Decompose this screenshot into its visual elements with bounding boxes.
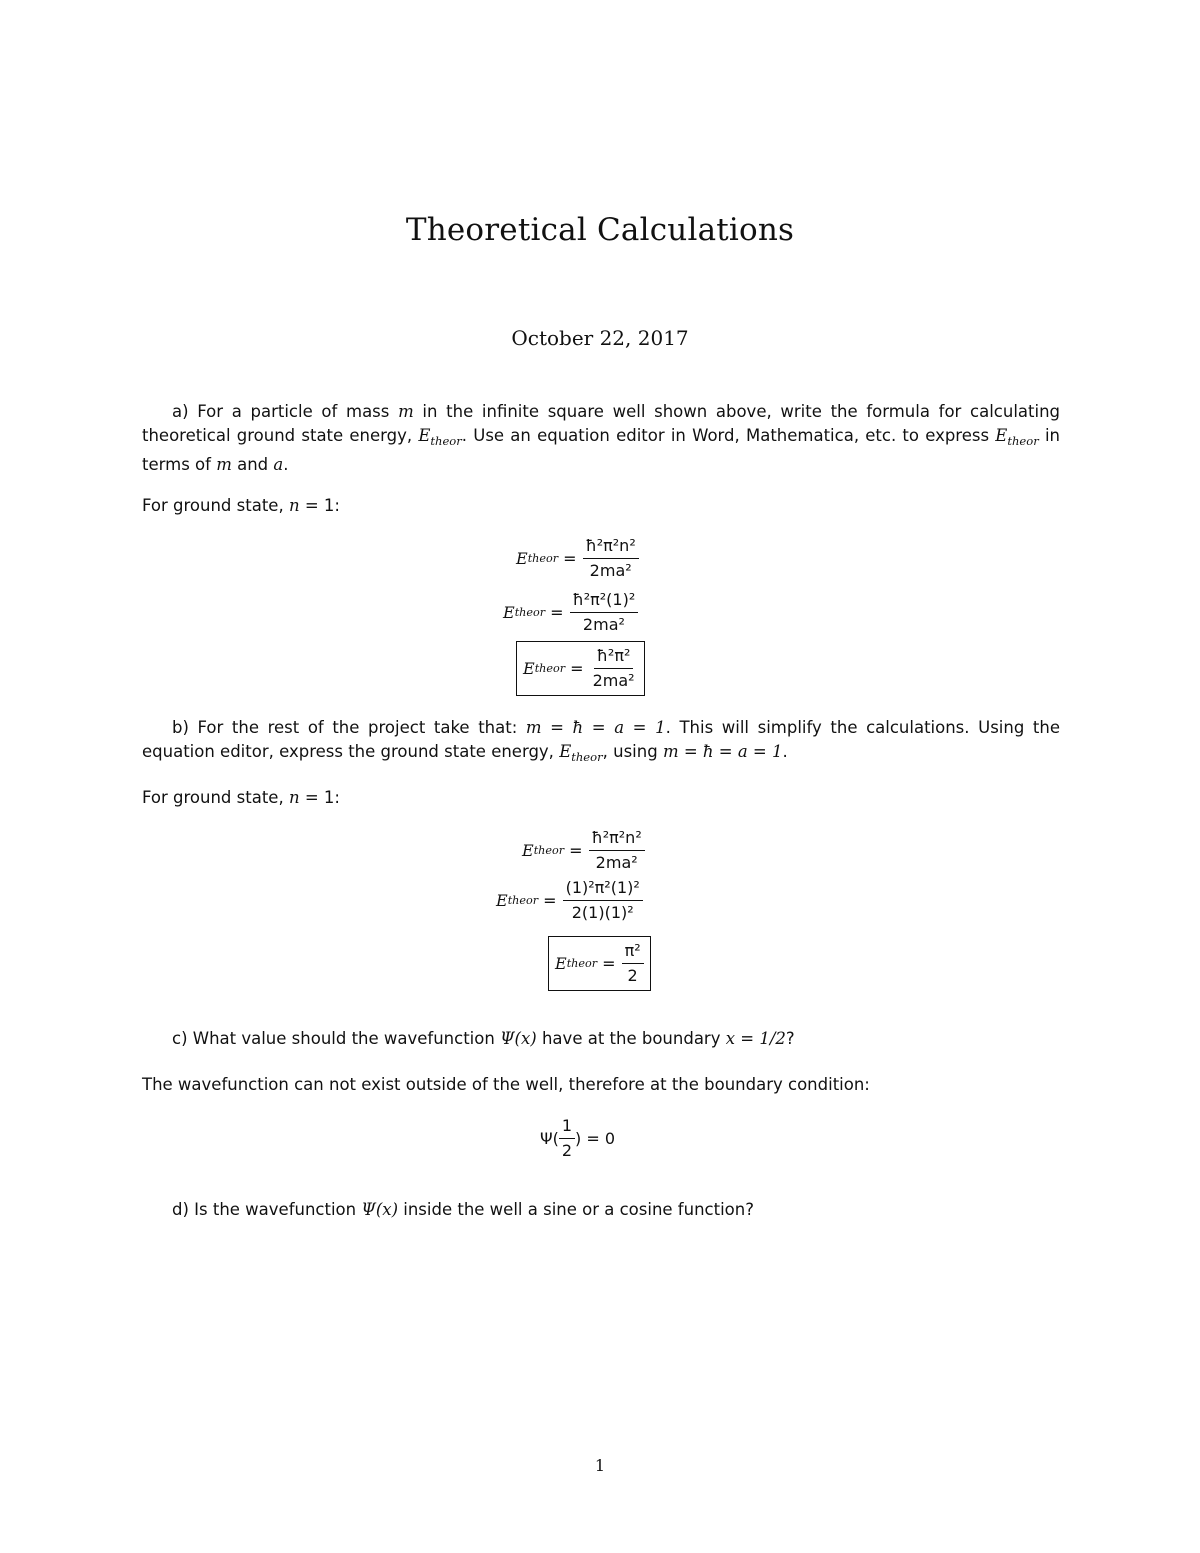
part-d-question	[172, 1198, 754, 1222]
subscript-theor: theor	[1007, 434, 1039, 448]
subscript-theor: theor	[534, 662, 566, 675]
condition: m = ħ = a = 1	[662, 742, 783, 761]
symbol-e: E	[522, 841, 534, 860]
part-b-text-1: b) For the rest of the project take that:	[172, 718, 526, 737]
part-c-equation	[540, 1116, 615, 1161]
part-d-text-2: inside the well a sine or a cosine function?	[398, 1200, 754, 1219]
symbol-e: E	[559, 742, 572, 761]
ground-state-label: For ground state,	[142, 496, 289, 515]
psi-x: Ψ(x)	[500, 1029, 537, 1048]
fraction	[583, 536, 639, 581]
part-a-boxed-result: E theor = $\frac{\text{ħ²π²}}{\text{2ma²}}$	[516, 641, 645, 696]
part-c-question	[172, 1027, 795, 1051]
subscript-theor: theor	[514, 606, 546, 619]
eq-right: ) = 0	[575, 1129, 616, 1148]
condition: m = ħ = a = 1	[525, 718, 666, 737]
denominator: 2(1)(1)²	[571, 903, 634, 922]
subscript-theor: theor	[571, 750, 603, 764]
symbol-m: m	[216, 455, 232, 474]
ground-state-value: = 1:	[299, 788, 340, 807]
part-b-boxed-result: E theor = $\frac{\text{π²}}{2}$	[548, 936, 651, 991]
numerator: ħ²π²n²	[589, 828, 645, 851]
part-c-answer: The wavefunction can not exist outside of the well, therefore at the boundary condition:	[142, 1075, 870, 1094]
part-a-equation-1: E theor = $\frac{\text{ħ²π²n²}}{\text{2ma²}}$	[516, 536, 639, 581]
part-a-text-2: in the infinite square well shown above, write the formula for calculating theoretical ground state energy,	[142, 402, 1060, 445]
denominator: 2	[561, 1141, 573, 1160]
symbol-e: E	[496, 891, 508, 910]
symbol-e: E	[523, 659, 535, 678]
numerator: ħ²π²	[594, 646, 634, 669]
fraction	[589, 828, 645, 873]
document-date: October 22, 2017	[511, 326, 689, 350]
part-a-text-6: .	[283, 455, 289, 474]
part-a-text-1: a) For a particle of mass	[172, 402, 399, 421]
numerator: π²	[622, 941, 644, 964]
numerator: (1)²π²(1)²	[563, 878, 643, 901]
denominator: 2ma²	[595, 853, 638, 872]
subscript-theor: theor	[507, 894, 539, 907]
part-b-text-4: .	[782, 742, 788, 761]
part-a-text-4: in terms of	[142, 426, 1060, 474]
part-a-text-3: . Use an equation editor in Word, Mathematica, etc. to express	[461, 426, 996, 445]
part-c-text-1: c) What value should the wavefunction	[172, 1029, 501, 1048]
part-b-equation-2: E theor = $\frac{\text{(1)²π²(1)²}}{\text{2(1)(1)²}}$	[496, 878, 643, 923]
ground-state-label: For ground state,	[142, 788, 289, 807]
document-title: Theoretical Calculations	[405, 212, 795, 248]
boundary-value: x = 1/2	[725, 1029, 786, 1048]
symbol-n: n	[288, 788, 300, 807]
fraction	[622, 941, 644, 986]
part-a-equation-2: E theor = $\frac{\text{ħ²π²(1)²}}{\text{2ma²}}$	[503, 590, 638, 635]
part-b-text-2: . This will simplify the calculations. Using the equation editor, express the ground state energy,	[142, 718, 1060, 761]
numerator: ħ²π²(1)²	[570, 590, 639, 613]
part-a-text-5: and	[231, 455, 274, 474]
part-d-text-1: d) Is the wavefunction	[172, 1200, 362, 1219]
page-number: 1	[594, 1456, 606, 1475]
part-c-text-3: ?	[785, 1029, 795, 1048]
subscript-theor: theor	[566, 957, 598, 970]
part-a-ground-state-line	[142, 494, 340, 518]
ground-state-value: = 1:	[299, 496, 340, 515]
symbol-e: E	[555, 954, 567, 973]
fraction	[570, 590, 639, 635]
denominator: 2ma²	[582, 615, 625, 634]
subscript-theor: theor	[527, 552, 559, 565]
symbol-a: a	[273, 455, 284, 474]
symbol-e: E	[995, 426, 1008, 445]
subscript-theor: theor	[533, 844, 565, 857]
part-b-ground-state-line	[142, 786, 340, 810]
part-b-equation-1: E theor = $\frac{\text{ħ²π²n²}}{\text{2ma²}}$	[522, 828, 645, 873]
fraction	[563, 878, 643, 923]
symbol-m: m	[398, 402, 414, 421]
symbol-n: n	[288, 496, 300, 515]
denominator: 2ma²	[589, 561, 632, 580]
part-c-text-2: have at the boundary	[536, 1029, 726, 1048]
part-b-question	[142, 716, 1060, 769]
part-a-question	[142, 400, 1060, 477]
fraction	[590, 646, 638, 691]
psi-x: Ψ(x)	[361, 1200, 399, 1219]
symbol-e: E	[516, 549, 528, 568]
symbol-e: E	[503, 603, 515, 622]
subscript-theor: theor	[430, 434, 462, 448]
fraction	[559, 1116, 575, 1161]
part-b-text-3: , using	[602, 742, 663, 761]
numerator: 1	[559, 1116, 575, 1139]
numerator: ħ²π²n²	[583, 536, 639, 559]
eq-left: Ψ(	[540, 1129, 559, 1148]
symbol-e: E	[418, 426, 431, 445]
denominator: 2	[627, 966, 638, 985]
denominator: 2ma²	[592, 671, 635, 690]
